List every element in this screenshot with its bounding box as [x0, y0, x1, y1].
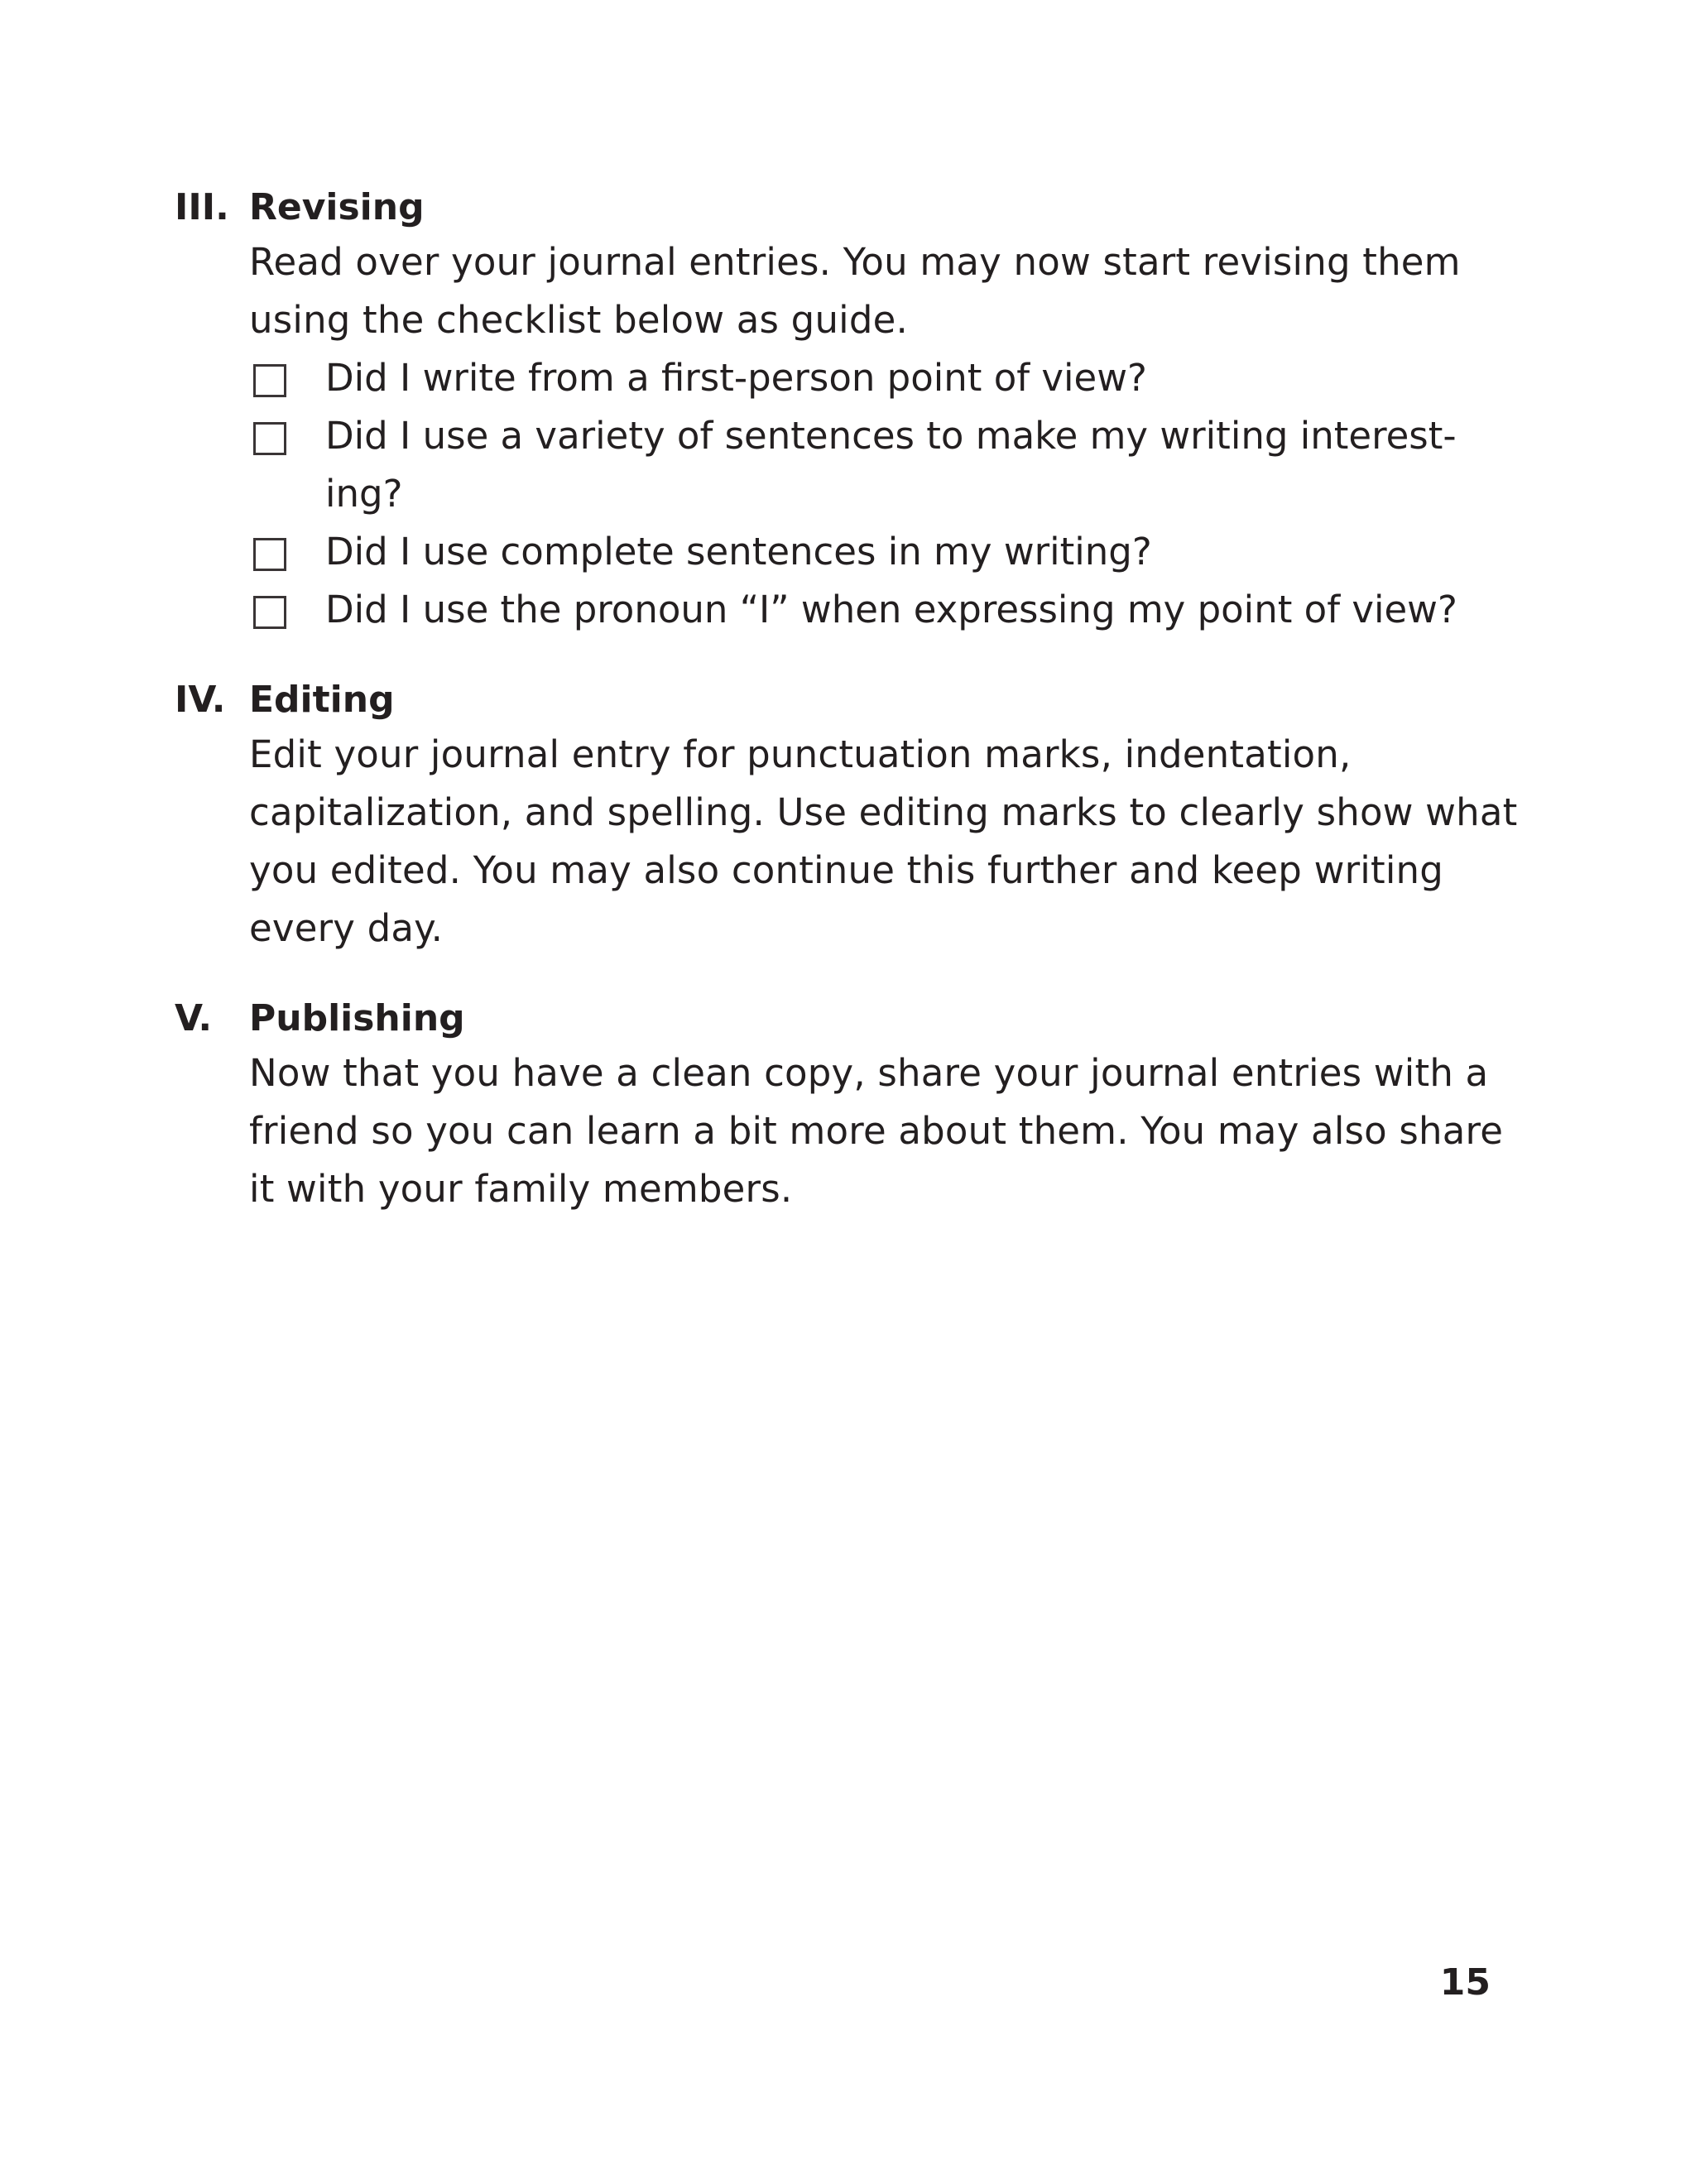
section-publishing: [175, 993, 1532, 1218]
section-body: Read over your journal entries. You may now start revising them using the checklist below as guide.: [249, 240, 1461, 342]
section-title: Revising: [249, 186, 425, 228]
checklist-item-label: Did I use the pronoun “I” when expressing my point of view?: [325, 588, 1457, 631]
checklist-item: [249, 581, 1532, 639]
section-numeral: III.: [175, 186, 229, 228]
checklist-item-label: Did I use a variety of sentences to make my writing interest-ing?: [325, 414, 1457, 516]
section-title: Editing: [249, 679, 395, 721]
section-body: Now that you have a clean copy, share your journal entries with a friend so you can learn a bit more about them. You may also share it with your family members.: [249, 1051, 1504, 1211]
checklist-item: [249, 349, 1532, 407]
checklist-item: [249, 523, 1532, 581]
page-number: 15: [1439, 1961, 1491, 2004]
section-revising: [175, 182, 1532, 639]
checkbox-icon[interactable]: [253, 538, 286, 571]
checkbox-icon[interactable]: [253, 596, 286, 629]
section-editing: [175, 674, 1532, 958]
section-numeral: IV.: [175, 679, 226, 721]
section-body: Edit your journal entry for punctuation marks, indentation, capitalization, and spelling. Use editing marks to clearly show what you edited. You may also continue this further and keep writing every day.: [249, 732, 1518, 950]
checkbox-icon[interactable]: [253, 422, 286, 455]
section-header: [175, 674, 1532, 726]
checklist-item: [249, 407, 1532, 523]
revising-checklist: [249, 349, 1532, 639]
checkbox-icon[interactable]: [253, 364, 286, 397]
section-header: [175, 993, 1532, 1044]
section-header: [175, 182, 1532, 233]
checklist-item-label: Did I use complete sentences in my writing?: [325, 530, 1152, 574]
section-title: Publishing: [249, 997, 465, 1039]
checklist-item-label: Did I write from a first-person point of view?: [325, 356, 1147, 400]
section-numeral: V.: [175, 997, 213, 1039]
